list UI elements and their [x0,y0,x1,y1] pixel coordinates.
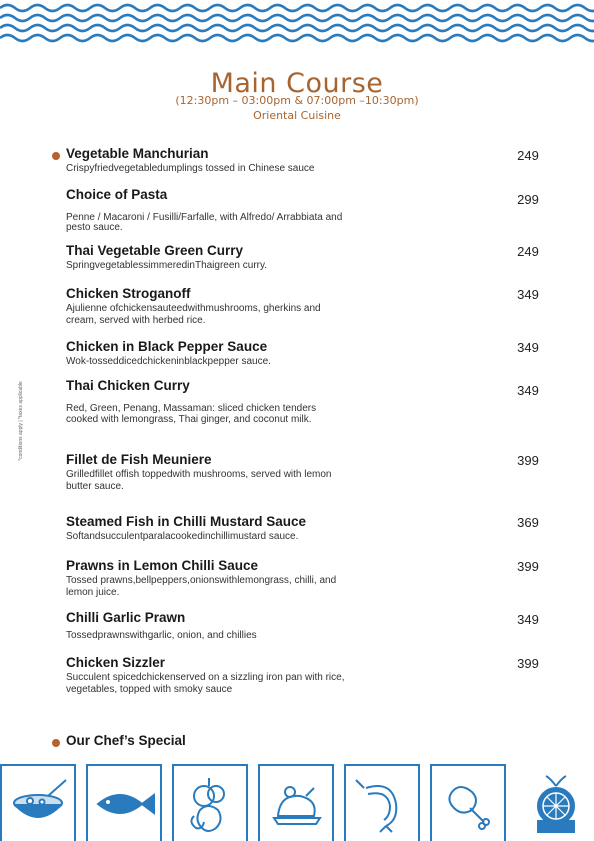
item-price: 299 [517,192,539,207]
menu-item [66,146,516,175]
item-name: Choice of Pasta [66,187,168,202]
chefs-special-heading: Our Chef’s Special [66,733,186,748]
vegetables-icon [172,764,248,841]
item-name: Chilli Garlic Prawn [66,610,186,625]
item-description: Crispyfriedvegetabledumplings tossed in Chinese sauce [66,163,315,174]
chicken-leg-icon [430,764,506,841]
item-description: Tossedprawnswithgarlic, onion, and chillies [66,630,257,641]
section-bullet [52,152,60,160]
cuisine-subtitle: Oriental Cuisine [253,109,341,122]
item-description: Softandsucculentparalacookedinchillimustard sauce. [66,531,299,542]
item-price: 249 [517,244,539,259]
menu-item [66,286,516,327]
icon-strip [0,764,594,841]
side-note: *conditions apply | *taxes applicable [18,381,24,461]
service-hours: (12:30pm – 03:00pm & 07:00pm –10:30pm) [175,94,419,107]
menu-item [66,339,516,368]
item-price: 349 [517,340,539,355]
shrimp-icon [344,764,420,841]
item-price: 349 [517,612,539,627]
item-name: Steamed Fish in Chilli Mustard Sauce [66,514,307,529]
item-name: Fillet de Fish Meuniere [66,452,212,467]
item-description: Wok-tosseddicedchickeninblackpepper sauce. [66,356,271,367]
item-price: 349 [517,383,539,398]
orange-icon [516,764,592,841]
item-description: Red, Green, Penang, Massaman: sliced chicken tenders cooked with lemongrass, Thai ginger, and coconut milk. [66,403,317,425]
menu-item [66,558,516,599]
menu-item [66,378,516,425]
item-price: 399 [517,453,539,468]
wave-border [0,0,594,44]
fish-icon [86,764,162,841]
menu-item [66,514,516,543]
item-name: Thai Vegetable Green Curry [66,243,244,258]
item-name: Chicken in Black Pepper Sauce [66,339,268,354]
item-price: 249 [517,148,539,163]
item-name: Prawns in Lemon Chilli Sauce [66,558,259,573]
roast-chicken-icon [258,764,334,841]
menu-item [66,452,516,493]
item-description: SpringvegetablessimmeredinThaigreen curry. [66,260,268,271]
menu-item [66,187,516,233]
item-price: 349 [517,287,539,302]
item-name: Thai Chicken Curry [66,378,190,393]
menu-item [66,243,516,272]
item-name: Chicken Stroganoff [66,286,191,301]
item-description: Ajulienne ofchickensauteedwithmushrooms, gherkins and cream, served with herbed rice. [66,303,321,326]
item-price: 369 [517,515,539,530]
item-price: 399 [517,559,539,574]
item-name: Chicken Sizzler [66,655,166,670]
bowl-icon [0,764,76,841]
item-description: Tossed prawns,bellpeppers,onionswithlemongrass, chilli, and lemon juice. [66,575,337,598]
item-description: Succulent spicedchickenserved on a sizzling iron pan with rice, vegetables, topped with smoky sauce [66,672,345,695]
section-bullet [52,739,60,747]
item-price: 399 [517,656,539,671]
item-name: Vegetable Manchurian [66,146,209,161]
item-description: Penne / Macaroni / Fusilli/Farfalle, with Alfredo/ Arrabbiata and pesto sauce. [66,212,343,233]
item-description: Grilledfillet offish toppedwith mushrooms, served with lemon butter sauce. [66,469,332,492]
menu-item [66,610,516,642]
menu-item [66,655,516,696]
page-title: Main Course [210,68,384,99]
